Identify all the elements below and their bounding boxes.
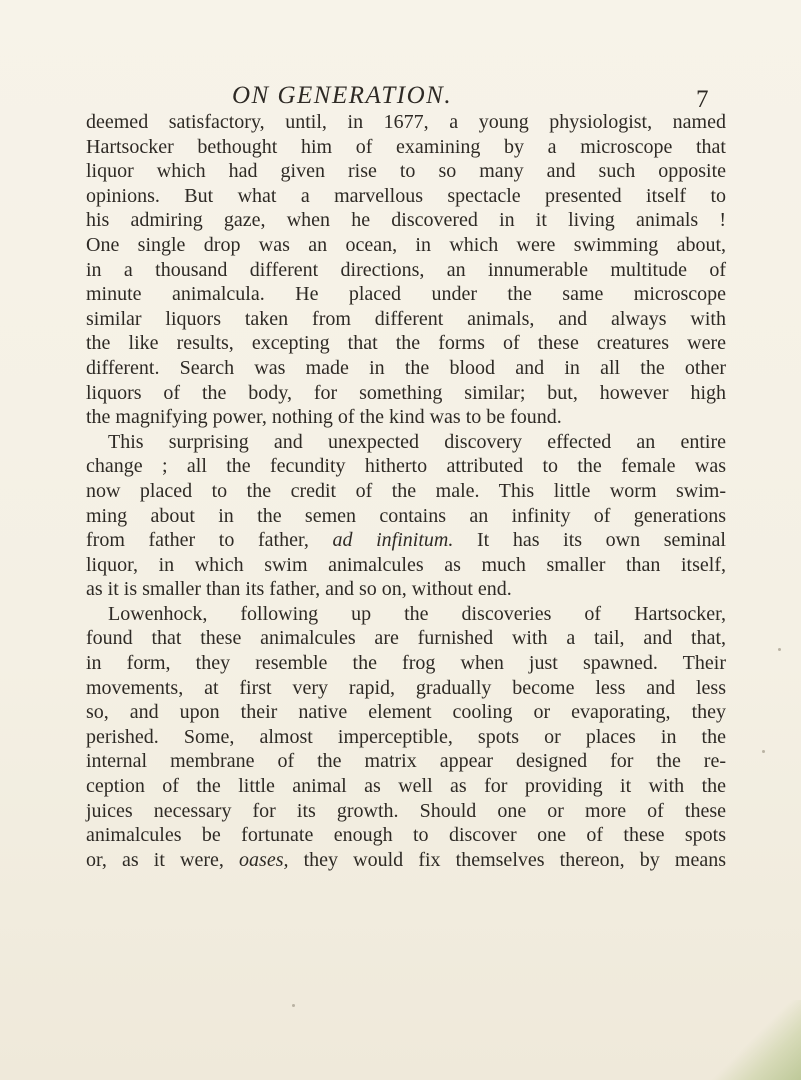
text-line [86, 749, 726, 774]
text-line [86, 774, 726, 799]
body-text [86, 110, 726, 872]
text-segment: It has its own seminal [453, 529, 726, 552]
text-line [86, 823, 726, 848]
text-segment: juices necessary for its growth. Should one or more of these [86, 799, 726, 822]
text-line [86, 651, 726, 676]
text-segment: perished. Some, almost imperceptible, spots or places in the [86, 725, 726, 748]
text-line [86, 208, 726, 233]
paper-speck [762, 750, 765, 753]
text-line [86, 430, 726, 455]
text-line [86, 159, 726, 184]
text-line [86, 381, 726, 406]
text-segment: or, as it were, [86, 848, 240, 871]
text-line [86, 577, 726, 602]
page-corner-shadow [681, 1000, 801, 1080]
text-segment: deemed satisfactory, until, in 1677, a young physiologist, named [86, 111, 726, 133]
text-line [86, 307, 726, 332]
text-segment: change ; all the fecundity hitherto attributed to the female was [86, 455, 726, 478]
paper-speck [778, 648, 781, 651]
text-line [86, 110, 726, 135]
text-segment: in a thousand different directions, an innumerable multitude of [86, 258, 726, 281]
text-segment: Hartsocker bethought him of examining by a microscope that [86, 135, 726, 158]
text-segment: movements, at first very rapid, gradually become less and less [86, 676, 726, 699]
text-line [86, 356, 726, 381]
page-number: 7 [696, 86, 709, 113]
text-segment: One single drop was an ocean, in which were swimming about, [86, 233, 726, 256]
text-line [86, 626, 726, 651]
text-line [86, 233, 726, 258]
text-line [86, 676, 726, 701]
text-line [86, 454, 726, 479]
text-segment: animalcules be fortunate enough to discover one of these spots [86, 824, 726, 847]
text-segment: Lowenhock, following up the discoveries of Hartsocker, [108, 602, 726, 625]
text-segment: the magnifying power, nothing of the kind was to be found. [86, 406, 562, 429]
text-segment: from father to father, [86, 529, 333, 552]
text-segment: minute animalcula. He placed under the same microscope [86, 283, 726, 306]
text-segment: the like results, excepting that the forms of these creatures were [86, 332, 726, 355]
text-segment: similar liquors taken from different animals, and always with [86, 307, 726, 330]
text-segment: liquor which had given rise to so many and such opposite [86, 160, 726, 183]
text-segment: his admiring gaze, when he discovered in it living animals ! [86, 209, 726, 232]
text-line [86, 848, 726, 873]
text-line [86, 602, 726, 627]
text-segment: in form, they resemble the frog when just spawned. Their [86, 652, 726, 675]
text-segment: now placed to the credit of the male. This little worm swim- [86, 479, 726, 502]
text-line [86, 553, 726, 578]
text-segment: different. Search was made in the blood and in all the other [86, 356, 726, 379]
text-segment: internal membrane of the matrix appear designed for the re- [86, 750, 726, 773]
text-segment: ception of the little animal as well as for providing it with the [86, 775, 726, 798]
running-title: ON GENERATION. [232, 82, 453, 109]
text-line [86, 184, 726, 209]
text-line [86, 799, 726, 824]
text-line [86, 700, 726, 725]
text-line [86, 479, 726, 504]
text-segment: found that these animalcules are furnished with a tail, and that, [86, 627, 726, 650]
text-line [86, 405, 726, 430]
text-line [86, 504, 726, 529]
text-segment: they would fix themselves thereon, by means [288, 848, 726, 871]
text-line [86, 725, 726, 750]
text-segment: liquors of the body, for something similar; but, however high [86, 381, 726, 404]
text-segment: as it is smaller than its father, and so on, without end. [86, 578, 512, 601]
text-line [86, 258, 726, 283]
text-line [86, 528, 726, 553]
italic-phrase: oases, [239, 848, 289, 871]
text-segment: opinions. But what a marvellous spectacle presented itself to [86, 184, 726, 207]
text-line [86, 135, 726, 160]
text-line [86, 331, 726, 356]
text-line [86, 282, 726, 307]
text-segment: This surprising and unexpected discovery effected an entire [108, 430, 726, 453]
text-segment: so, and upon their native element cooling or evaporating, they [86, 701, 726, 724]
paper-speck [292, 1004, 295, 1007]
italic-phrase: ad infinitum. [332, 529, 454, 552]
text-segment: ming about in the semen contains an infinity of generations [86, 504, 726, 527]
text-segment: liquor, in which swim animalcules as much smaller than itself, [86, 553, 726, 576]
